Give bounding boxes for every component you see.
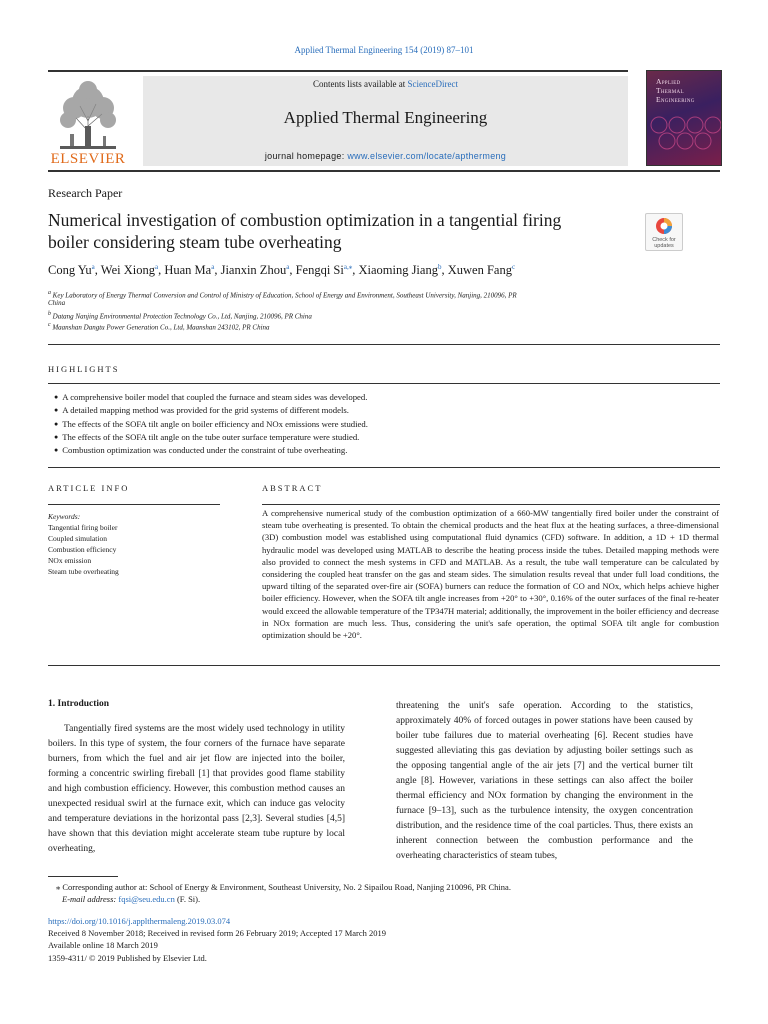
cover-title-line: Thermal [656,86,684,95]
highlights-heading: HIGHLIGHTS [48,364,120,374]
article-title-line: Numerical investigation of combustion optimization in a tangential firing [48,210,562,230]
keyword: Tangential firing boiler [48,523,118,532]
homepage-prefix: journal homepage: [264,151,348,161]
copyright: 1359-4311/ © 2019 Published by Elsevier Ltd. [48,953,207,963]
affiliation: $^a$ Key Laboratory of Energy Thermal Conversion and Control of Ministry of Education, School of Energy and Environment, Southeast University, Nanjing, 210096, PR [48,290,517,300]
footnote-rule [48,876,118,877]
divider [262,504,720,505]
keyword: Steam tube overheating [48,567,119,576]
email-label: E-mail address: [62,894,119,904]
highlight-item: ● Combustion optimization was conducted under the constraint of tube overheating. [54,444,368,457]
keyword: Coupled simulation [48,534,107,543]
article-title [48,209,638,253]
abstract-heading: ABSTRACT [262,483,323,493]
highlight-item: ● The effects of the SOFA tilt angle on boiler efficiency and NOx emissions were studied. [54,418,368,431]
doi-link[interactable]: https://doi.org/10.1016/j.applthermaleng.2019.03.074 [48,916,231,926]
author[interactable]: Xiaoming Jiang$^b$ [358,263,442,278]
journal-homepage [143,151,628,161]
crossmark-icon [655,217,673,235]
cover-title-line: Engineering [656,95,695,104]
journal-reference[interactable]: Applied Thermal Engineering 154 (2019) 87–101 [294,45,474,55]
keywords-block [48,511,119,577]
article-type: Research Paper [48,186,123,200]
author[interactable]: Jianxin Zhou$^a$ [220,263,290,278]
article-title-line: boiler considering steam tube overheating [48,232,342,252]
corresponding-author-note: ⁎ Corresponding author at: School of Energy & Environment, Southeast University, No. 2 Sipailou Road, Nanjing 210096, PR China. [56,882,511,892]
author[interactable]: Xuwen Fang$^c$ [447,263,516,278]
highlight-item: ● A detailed mapping method was provided for the grid systems of different models. [54,404,368,417]
keywords-label: Keywords: [48,512,81,521]
keyword: Combustion efficiency [48,545,117,554]
email-link[interactable]: fqsi@seu.edu.cn [118,894,175,904]
highlights-list [54,391,368,457]
journal-cover[interactable] [646,70,722,166]
body-column-left: Tangentially fired systems are the most widely used technology in utility boilers. In this type of system, the four corners of the furnace have separate burners, from which the fuel and air jet flow are injected into the boiler, forming a concentric swirling fireball [1] that provides good flame stability and high combustion efficiency. However, this combustion method causes an unexpected residual swirl at the furnace exit, which can induce gas velocity and temperature deviations in the horizontal pass [2,3]. Several studies [4,5] have shown that this deviation might accelerate steam tube rupture by local overheating, [48,724,345,854]
section-heading: 1. Introduction [48,699,110,709]
check-for-updates-badge[interactable] [645,213,683,251]
email-suffix: (F. Si). [174,894,201,904]
body-column-right: threatening the unit's safe operation. According to the statistics, approximately 40% of forced outages in power stations have been caused by boiler tube failures due to material overheating [6]. Recent studies have suggested alleviating this gas deviation by adjusting boiler settings such as the opposing tangential angle of the air jets [7] and the vertical burner tilt angle [8]. However, variations in these settings can also affect the boiler thermal efficiency and NOx formation by changing the environment in the furnace [9–13], such as the turbulence intensity, the oxygen concentration distribution, and the residence time of the coal particles. Thus, there exists an inherent connection between the combustion performance and the overheating characteristics of steam tubes, [396,701,693,861]
affiliation: $^c$ Maanshan Dangtu Power Generation Co., Ltd, Maanshan 243102, PR China [48,322,270,332]
highlight-item: ● A comprehensive boiler model that coupled the furnace and steam sides was developed. [54,391,368,404]
email-line [62,893,200,905]
divider [48,344,720,345]
keyword: NOx emission [48,556,92,565]
abstract-text: A comprehensive numerical study of the combustion optimization of a 660-MW tangentially fired boiler under the constraint of steam tube overheating is presented. To obtain the chemical products and the heat flux at the heating surfaces, a three-dimensional (3D) combustion model was established using computational fluid dynamics (CFD) software. In addition, a 1D + 1D thermal hydraulic model was developed using MATLAB to describe the heating process inside the tubes. Detailed mapping methods were also provided to connect the mesh systems in CFD and MATLAB. As a result, the tube wall temperature can be calculated by considering the coupled heat transfer on the gas and steam sides. The simulation results reveal that under full load conditions, the upward tilting of the separated over-fire air (SOFA) burners can reduce the formation of CO and NOx, which helps achieve higher boiler efficiency. However, when the SOFA tilt angle increases from +20° to +30°, 0.16% of the outer surfaces of the final re-heater would exceed the allowable temperature of the TP347H material; additionally, the improvement in the boiler efficiency and decrease in NOx formation are much less. Thus, considering the unit's safe operation, the optimal SOFA tilt angle for combustion optimization should be +20°. [262,508,719,641]
crossmark-label: Check for updates [652,237,676,249]
author[interactable]: Fengqi $Si^{a,⁎}$ [295,263,353,278]
available-online: Available online 18 March 2019 [48,940,158,950]
highlight-item: ● The effects of the SOFA tilt angle on the tube outer surface temperature were studied. [54,431,368,444]
author-list: Cong Yu$^a$, Wei Xiong$^a$, Huan Ma$^a$, Jianxin Zhou$^a$, Fengqi $Si^{a,⁎}$, Xiaoming Jiang$^b$, Xuwen Fang$^c$ [48,263,516,278]
homepage-link[interactable]: www.elsevier.com/locate/apthermeng [347,151,507,161]
affiliation: China [48,299,66,307]
received-dates: Received 8 November 2018; Received in revised form 26 February 2019; Accepted 17 March 2019 [48,928,387,938]
divider [48,467,720,468]
contents-prefix: Contents lists available at [313,79,408,89]
affiliation: $^b$ Datang Nanjing Environmental Protection Technology Co., Ltd, Nanjing, 210096, PR China [48,311,312,321]
author[interactable]: Wei Xiong$^a$ [100,263,159,278]
divider [48,665,720,666]
publisher-logo-text: ELSEVIER [50,151,126,167]
journal-title: Applied Thermal Engineering [283,108,488,127]
cover-pattern [647,111,721,155]
divider [48,504,220,505]
cover-title [656,77,695,104]
cover-title-line: Applied [656,77,681,86]
author[interactable]: Huan Ma$^a$ [164,263,215,278]
article-info-heading: ARTICLE INFO [48,483,130,493]
divider [48,383,720,384]
sciencedirect-link[interactable]: ScienceDirect [407,79,458,89]
header-bottom-rule [48,170,720,172]
contents-line [143,79,628,89]
author[interactable]: Cong Yu$^a$ [48,263,95,278]
header-top-rule [48,70,628,72]
